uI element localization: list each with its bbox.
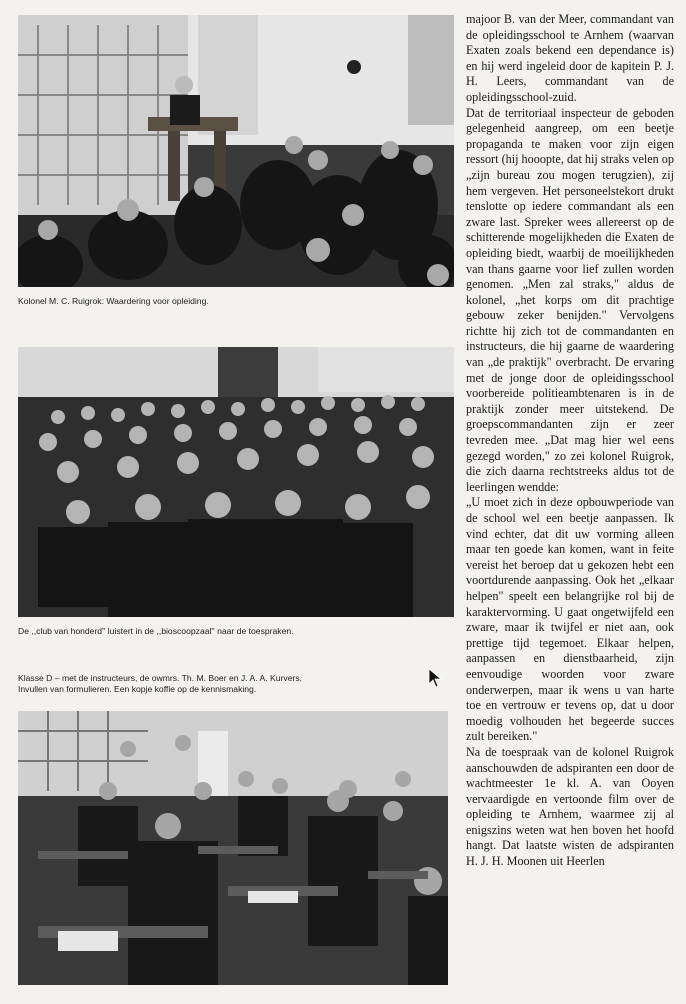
photo-audience-hall	[18, 347, 454, 617]
photo3-caption-line1: Klasse D – met de instructeurs, de owmrs. Th. M. Boer en J. A. A. Kurvers.	[18, 673, 303, 683]
article-paragraph: Dat de territoriaal inspecteur de geboden gelegenheid aangreep, om een beetje propaganda te maken voor zijn eigen ressort (hij hooopte, dat hij straks velen op „zijn bureau zou mogen terugzien), zij hem vergeven. Het personeelstekort drukt tenslotte op iedere commandant als een zware last. Spreker wees allereerst op de schitterende mogelijkheden die Exaten de opleiding biedt, waarbij de moeilijkheden van thans gaarne voor lief zullen worden genomen. „Men zal straks," aldus de kolonel, „het korps om dit prachtige gebouw zeker benijden." Vervolgens richtte hij zich tot de commandanten en instructeurs, die hij gaarne de waardering van „de praktijk" overbracht. De ervaring met de jonge door de opleidingsschool voorbereide politieambtenaren is in de praktijk zonder meer uitstekend. De groepscommandanten zijn er zeer tevreden mee. „Dat mag hier wel eens gezegd worden," zo zei kolonel Ruigrok, die zich daarna rechtstreeks aldus tot de leerlingen wendde:	[466, 105, 674, 494]
article-text-column	[466, 12, 674, 997]
article-paragraph: „U moet zich in deze opbouwperiode van de school wel een beetje aanpassen. Ik vind echter, dat dit uw vorming alleen maar ten goede kan komen, want in feite vereist het beroep dat u gekozen hebt een voortdurende aanpassing. Ook het „elkaar helpen" speelt een belangrijke rol bij de karaktervorming. U gaat ongetwijfeld een zware, maar ik twijfel er niet aan, ook prettige tijd tegemoet. Elkaar helpen, aanpassen en dienstbaarheid, zijn eenvoudige woorden voor zware onderwerpen, maar ik wens u van harte toe en vertrouw er tevens op, dat u door moedig volhouden het begeerde succes zult bereiken."	[466, 495, 674, 744]
article-paragraph: Na de toespraak van de kolonel Ruigrok aanschouwden de adspiranten een door de wachtmeester 1e kl. A. van Ooyen vervaardigde en vertoonde film over de opleiding te Arnhem, waarmee zij al enigszins weten wat hen boven het hoofd hangt. Dat laatste wisten de adspiranten H. J. H. Moonen uit Heerlen	[466, 744, 674, 869]
photo3-caption-line2: Invullen van formulieren. Een kopje koffie op de kennismaking.	[18, 684, 257, 694]
photo1-caption: Kolonel M. C. Ruigrok: Waardering voor opleiding.	[18, 296, 209, 306]
photo-classroom	[18, 711, 448, 985]
mouse-cursor-icon	[428, 668, 442, 688]
photo-speaker-lectern	[18, 15, 454, 287]
photo2-caption: De ,,club van honderd'' luistert in de ,,bioscoopzaal'' naar de toespraken.	[18, 626, 294, 636]
article-paragraph: majoor B. van der Meer, commandant van de opleidingsschool te Arnhem (waarvan Exaten zoals bekend een dependance is) en hij werd ingeleid door de kapitein P. J. H. Leers, commandant van de opleidingsschool-zuid.	[466, 12, 674, 104]
